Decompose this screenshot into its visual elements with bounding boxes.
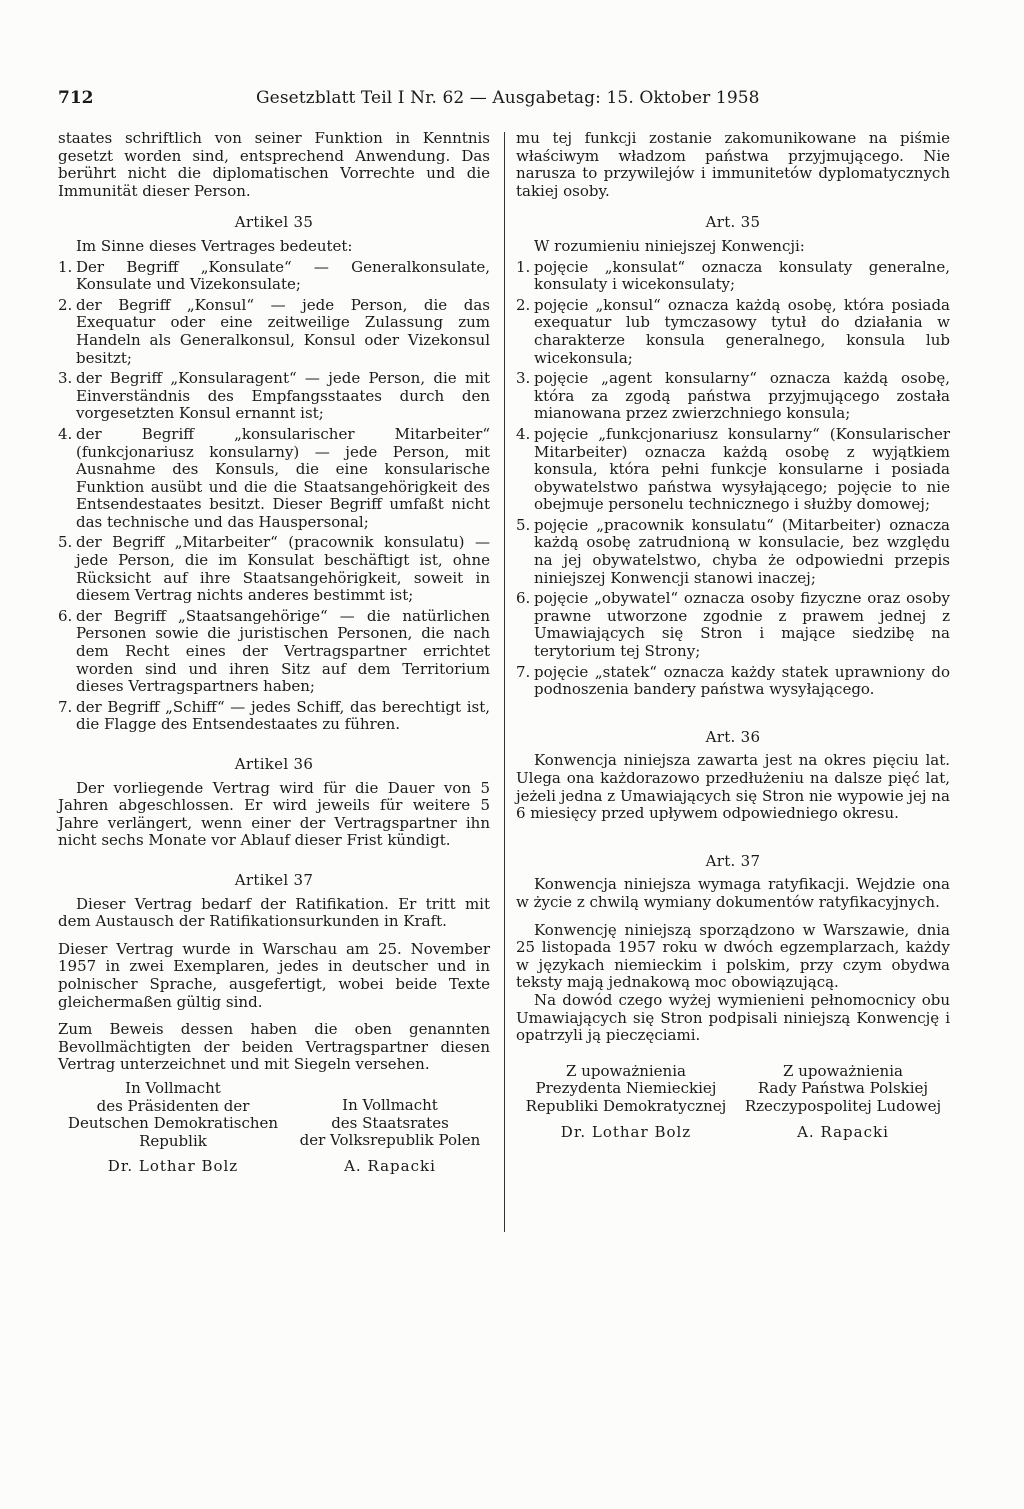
page-header	[0, 88, 1024, 118]
german-article-35-intro: Im Sinne dieses Vertrages bedeutet:	[76, 236, 353, 255]
german-article-37-p1: Dieser Vertrag bedarf der Ratifikation. Er tritt mit dem Austausch der Ratifikationsurkunden in Kraft.	[58, 894, 490, 931]
german-article-36-text: Der vorliegende Vertrag wird für die Dauer von 5 Jahren abgeschlossen. Er wird jeweils für weitere 5 Jahre verlängert, wenn einer der Vertragspartner ihn nicht sechs Monate vor Ablauf dieser Frist kündigt.	[58, 778, 490, 850]
polish-definition-item: 3. pojęcie „agent konsularny“ oznacza każdą osobę, która za zgodą państwa przyjmującego została mianowana przez zwierzchniego konsula;	[516, 369, 950, 423]
german-signature-block	[58, 1080, 490, 1176]
german-definition-item: 4. der Begriff „konsularischer Mitarbeiter“ (funkcjonariusz konsularny) — jede Person, mit Ausnahme des Konsuls, die eine konsularische Funktion ausübt und die die Staatsangehörigkeit des Entsendestaates besitzt. Dieser Begriff umfaßt nicht das technische und das Hauspersonal;	[58, 424, 490, 531]
german-article-36-heading: Artikel 36	[234, 755, 314, 773]
polish-column	[516, 130, 950, 1141]
polish-article-37-p1: Konwencja niniejsza wymaga ratyfikacji. Wejdzie ona w życie z chwilą wymiany dokumentów ratyfikacyjnych.	[516, 875, 950, 911]
signatory-name: Dr. Lothar Bolz	[560, 1122, 692, 1141]
polish-definition-item: 5. pojęcie „pracownik konsulatu“ (Mitarbeiter) oznacza każdą osobę zatrudnioną w konsulacie, bez względu na jej obywatelstwo, chyba że odpowiedni przepis niniejszej Konwencji stanowi inaczej;	[516, 515, 950, 587]
polish-definition-item: 6. pojęcie „obywatel“ oznacza osoby fizyczne oraz osoby prawne utworzone zgodnie z prawem jednej z Umawiających się Stron i mające siedzibę na terytorium tej Strony;	[516, 589, 950, 661]
polish-article-36-text: Konwencja niniejsza zawarta jest na okres pięciu lat. Ulega ona każdorazowo przedłużeniu na dalsze pięć lat, jeżeli jedna z Umawiających się Stron nie wypowie jej na 6 miesięcy przed upływem odpowiedniego okresu.	[516, 751, 950, 823]
polish-signature-right: Z upoważnienia Rady Państwa Polskiej Rzeczypospolitej Ludowej A. Rapacki	[736, 1063, 950, 1141]
polish-article-37-heading: Art. 37	[705, 851, 761, 870]
polish-article-35-heading: Art. 35	[705, 213, 761, 232]
german-definition-item: 1. Der Begriff „Konsulate“ — Generalkonsulate, Konsulate und Vizekonsulate;	[58, 257, 490, 294]
signatory-name: A. Rapacki	[344, 1156, 436, 1175]
page-number: 712	[58, 88, 94, 108]
polish-definition-item: 1. pojęcie „konsulat“ oznacza konsulaty generalne, konsulaty i wicekonsulaty;	[516, 257, 950, 294]
german-intro: staates schriftlich von seiner Funktion in Kenntnis gesetzt worden sind, entsprechend Anwendung. Das berührt nicht die diplomatischen Vorrechte und die Immunität dieser Person.	[58, 129, 490, 200]
german-signature-left: In Vollmacht des Präsidenten der Deutschen Demokratischen Republik Dr. Lothar Bolz	[58, 1080, 288, 1176]
german-article-37-heading: Artikel 37	[234, 870, 314, 889]
signatory-name: A. Rapacki	[797, 1122, 889, 1141]
german-signature-right: In Vollmacht des Staatsrates der Volksrepublik Polen A. Rapacki	[290, 1080, 490, 1176]
running-title: Gesetzblatt Teil I Nr. 62 — Ausgabetag: 15. Oktober 1958	[256, 88, 760, 108]
german-article-37-p2: Dieser Vertrag wurde in Warschau am 25. November 1957 in zwei Exemplaren, jedes in deutscher und in polnischer Sprache, ausgefertigt, wobei beide Texte gleichermaßen gültig sind.	[58, 939, 490, 1011]
german-definition-item: 5. der Begriff „Mitarbeiter“ (pracownik konsulatu) — jede Person, die im Konsulat beschäftigt ist, ohne Rücksicht auf ihre Staatsangehörigkeit, soweit in diesem Vertrag nichts anderes bestimmt ist;	[58, 533, 490, 605]
polish-article-35-intro: W rozumieniu niniejszej Konwencji:	[534, 236, 805, 255]
signatory-name: Dr. Lothar Bolz	[107, 1157, 239, 1176]
polish-article-37-p2: Konwencję niniejszą sporządzono w Warszawie, dnia 25 listopada 1957 roku w dwóch egzemplarzach, każdy w językach niemieckim i polskim, przy czym obydwa teksty mają jednakową moc obowiązującą.	[516, 920, 950, 992]
german-column	[58, 130, 490, 1176]
german-definition-item: 3. der Begriff „Konsularagent“ — jede Person, die mit Einverständnis des Empfangsstaates durch den vorgesetzten Konsul ernannt ist;	[58, 369, 490, 423]
german-definition-item: 6. der Begriff „Staatsangehörige“ — die natürlichen Personen sowie die juristischen Personen, die nach dem Recht eines der Vertragspartner errichtet worden sind und ihren Sitz auf dem Territorium dieses Vertragspartners haben;	[58, 606, 490, 696]
polish-article-36-heading: Art. 36	[705, 727, 761, 746]
polish-intro: mu tej funkcji zostanie zakomunikowane na piśmie właściwym władzom państwa przyjmującego. Nie narusza to przywilejów i immunitetów dyplomatycznych takiej osoby.	[516, 129, 950, 200]
german-definition-item: 2. der Begriff „Konsul“ — jede Person, die das Exequatur oder eine zeitweilige Zulassung zum Handeln als Generalkonsul, Konsul oder Vizekonsul besitzt;	[58, 295, 490, 367]
polish-signature-block	[516, 1063, 950, 1141]
polish-definition-item: 7. pojęcie „statek“ oznacza każdy statek uprawniony do podnoszenia bandery państwa wysyłającego.	[516, 662, 950, 699]
polish-definition-list	[516, 259, 950, 699]
german-article-37-p3: Zum Beweis dessen haben die oben genannten Bevollmächtigten der beiden Vertragspartner diesen Vertrag unterzeichnet und mit Siegeln versehen.	[58, 1020, 490, 1074]
polish-definition-item: 2. pojęcie „konsul“ oznacza każdą osobę, która posiada exequatur lub tymczasowy tytuł do działania w charakterze konsula generalnego, konsula lub wicekonsula;	[516, 295, 950, 367]
german-article-35-heading: Artikel 35	[234, 213, 314, 232]
german-definition-list	[58, 259, 490, 734]
german-definition-item: 7. der Begriff „Schiff“ — jedes Schiff, das berechtigt ist, die Flagge des Entsendestaates zu führen.	[58, 697, 490, 734]
polish-signature-left: Z upoważnienia Prezydenta Niemieckiej Republiki Demokratycznej Dr. Lothar Bolz	[516, 1063, 736, 1141]
column-divider	[504, 132, 505, 1232]
polish-definition-item: 4. pojęcie „funkcjonariusz konsularny“ (Konsularischer Mitarbeiter) oznacza każdą osobę z wyjątkiem konsula, która pełni funkcje konsularne i posiada obywatelstwo państwa wysyłającego; pojęcie to nie obejmuje personelu technicznego i służby domowej;	[516, 424, 950, 514]
polish-article-37-p3: Na dowód czego wyżej wymienieni pełnomocnicy obu Umawiających się Stron podpisali niniejszą Konwencję i opatrzyli ją pieczęciami.	[516, 990, 950, 1045]
